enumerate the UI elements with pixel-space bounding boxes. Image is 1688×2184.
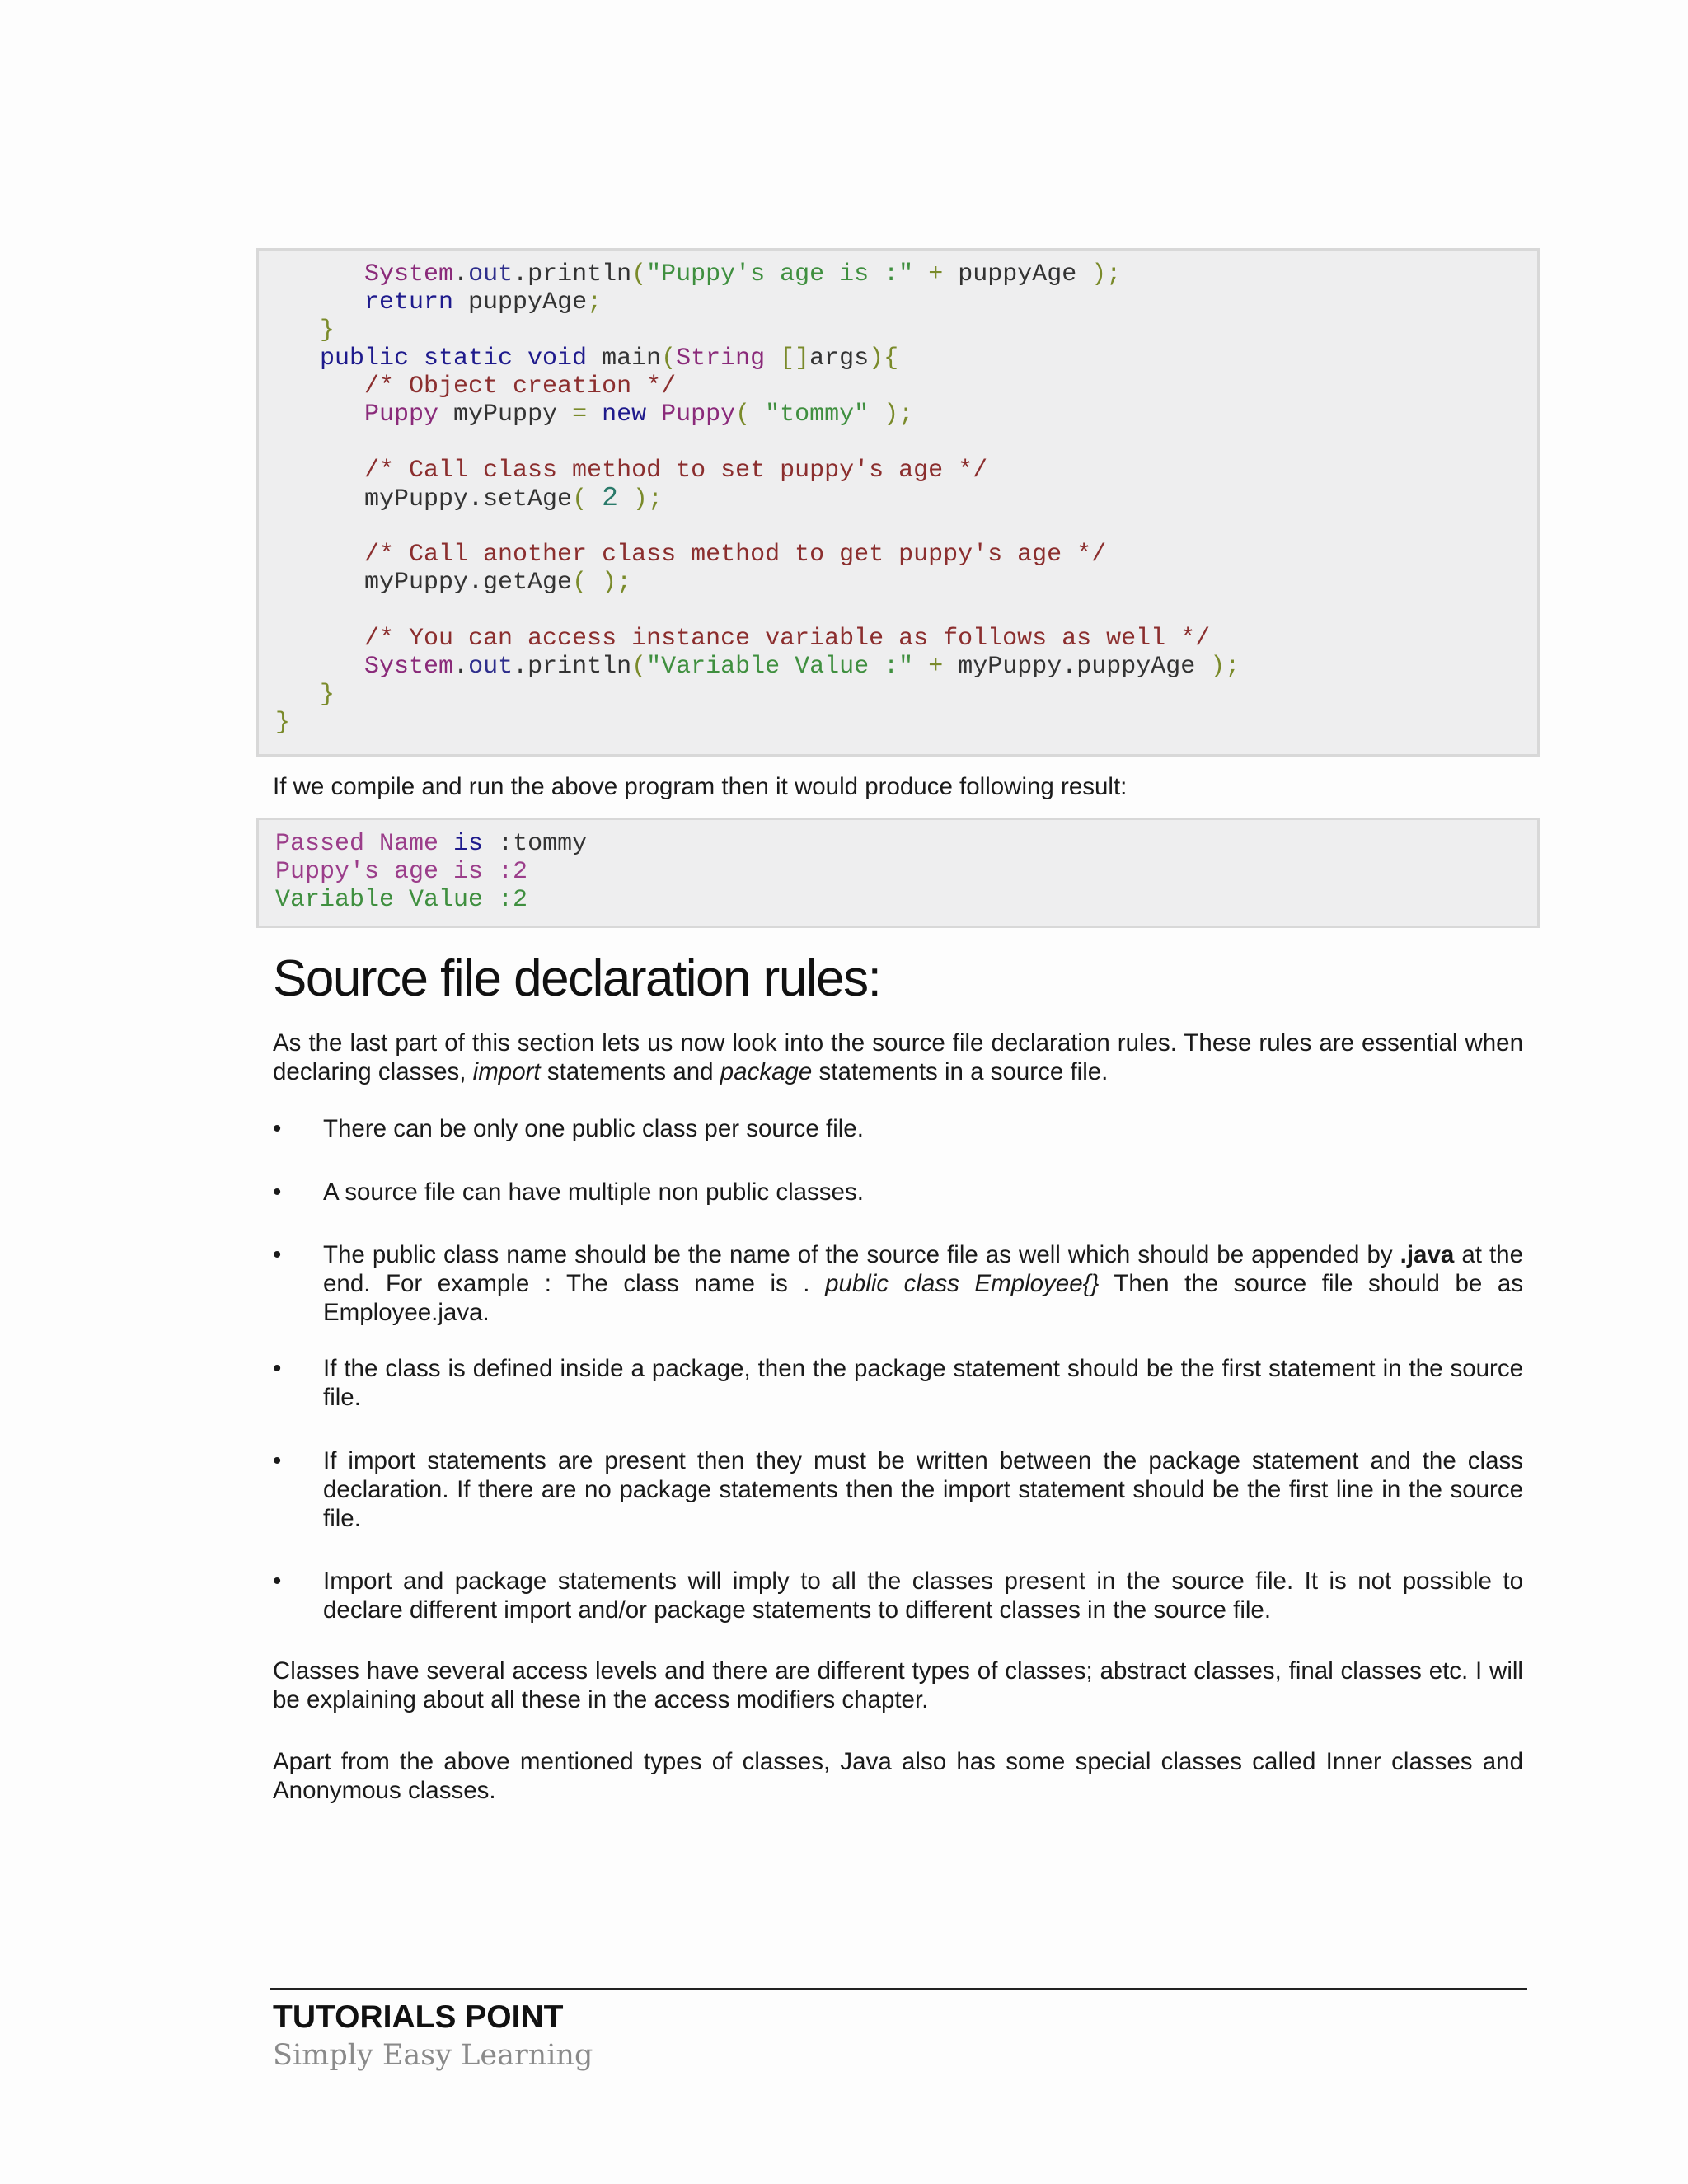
code-token: .println <box>513 260 632 288</box>
output-line <box>275 830 587 858</box>
code-line <box>275 653 1240 681</box>
code-token: myPuppy.getAge <box>275 569 573 597</box>
code-line <box>275 625 1210 653</box>
footer-brand: TUTORIALS POINT <box>273 1999 564 2035</box>
bullet-icon: • <box>273 1447 282 1474</box>
section-intro: As the last part of this section lets us now look into the source file declaration rules. These rules are essential when declaring classes, import statements and package statements in a source file. <box>273 1029 1523 1085</box>
code-token: } <box>275 316 335 344</box>
bullet-icon: • <box>273 1241 282 1268</box>
code-token: return <box>275 288 454 316</box>
code-token: "tommy" <box>765 401 870 429</box>
code-token: myPuppy <box>438 401 573 429</box>
code-line <box>275 373 676 401</box>
code-token: ); <box>617 485 663 513</box>
code-token: args <box>809 344 870 373</box>
list-item-text: If import statements are present then they must be written between the package statement and the class declaration. If there are no package statements then the import statement should be the first line in the source file. <box>323 1447 1523 1532</box>
code-token: is <box>453 830 484 858</box>
code-token: ( <box>735 401 766 429</box>
output-line <box>275 886 528 914</box>
code-token: ); <box>1091 260 1122 288</box>
code-token: Puppy's age is :2 <box>275 858 528 886</box>
code-token: . <box>453 653 469 681</box>
code-token: /* Call class method to set puppy's age */ <box>275 457 988 485</box>
bullet-icon: • <box>273 1355 282 1382</box>
code-token: ( <box>661 344 677 373</box>
bullet-icon: • <box>273 1115 282 1142</box>
code-line <box>275 260 1121 288</box>
code-token: } <box>275 709 291 737</box>
code-line <box>275 344 898 373</box>
code-token: System <box>275 260 454 288</box>
code-token: ( ); <box>572 569 632 597</box>
code-token: public static void <box>275 344 588 373</box>
code-token: Passed Name <box>275 830 454 858</box>
code-token: Variable Value :2 <box>275 886 528 914</box>
code-token: ; <box>587 288 603 316</box>
code-token: String <box>676 344 766 373</box>
code-token: out <box>468 653 513 681</box>
code-token: main <box>587 344 662 373</box>
section-heading: Source file declaration rules: <box>273 950 881 1007</box>
list-item-text: Import and package statements will imply to all the classes present in the source file. It is not possible to declare different import and/or package statements to different classes in the source file. <box>323 1568 1523 1624</box>
list-item-text: There can be only one public class per source file. <box>323 1115 864 1142</box>
code-token: ){ <box>869 344 899 373</box>
code-token: /* You can access instance variable as follows as well */ <box>275 625 1211 653</box>
code-token: :tommy <box>483 830 588 858</box>
code-line <box>275 288 602 316</box>
code-line <box>275 541 1106 569</box>
code-token: = <box>572 401 588 429</box>
list-item-text: The public class name should be the name of the source file as well which should be appended by .java at the end. For example : The class name is . public class Employee{} Then the source file should be as Employee.java. <box>323 1241 1523 1326</box>
code-token: .println <box>513 653 632 681</box>
output-line <box>275 858 528 886</box>
code-token: myPuppy.puppyAge <box>958 653 1211 681</box>
paragraph-inner-classes: Apart from the above mentioned types of classes, Java also has some special classes called Inner classes and Anonymous classes. <box>273 1748 1523 1804</box>
code-token: ( <box>631 653 647 681</box>
list-item-text: If the class is defined inside a package, then the package statement should be the first statement in the source file. <box>323 1355 1523 1411</box>
code-block <box>256 248 1540 757</box>
code-token: 2 <box>602 483 618 513</box>
code-token: + <box>913 653 959 681</box>
code-token: ); <box>1210 653 1240 681</box>
bullet-icon: • <box>273 1568 282 1595</box>
code-token: + <box>913 260 959 288</box>
code-line <box>275 401 913 429</box>
code-token: . <box>453 260 469 288</box>
code-token: puppyAge <box>958 260 1092 288</box>
output-block <box>256 818 1540 928</box>
code-token: System <box>275 653 454 681</box>
code-token: myPuppy.setAge <box>275 485 573 513</box>
code-token: Puppy <box>275 401 439 429</box>
footer-divider <box>270 1988 1527 1990</box>
code-token: new <box>587 401 647 429</box>
result-intro: If we compile and run the above program then it would produce following result: <box>273 773 1128 800</box>
code-token: /* Call another class method to get puppy's age */ <box>275 541 1107 569</box>
code-token: ( <box>631 260 647 288</box>
code-line <box>275 569 631 597</box>
code-line <box>275 316 335 344</box>
code-token: "Puppy's age is :" <box>646 260 914 288</box>
code-line <box>275 457 987 485</box>
code-line <box>275 709 290 737</box>
code-token: out <box>468 260 513 288</box>
code-line <box>275 485 663 513</box>
bullet-icon: • <box>273 1179 282 1206</box>
list-item-text: A source file can have multiple non public classes. <box>323 1179 864 1206</box>
code-token: [] <box>765 344 810 373</box>
code-token: Puppy <box>646 401 736 429</box>
code-token: } <box>275 681 335 709</box>
code-token: /* Object creation */ <box>275 373 677 401</box>
code-token: "Variable Value :" <box>646 653 914 681</box>
code-token: puppyAge <box>453 288 588 316</box>
paragraph-access-levels: Classes have several access levels and there are different types of classes; abstract classes, final classes etc. I will be explaining about all these in the access modifiers chapter. <box>273 1657 1523 1713</box>
footer-tagline: Simply Easy Learning <box>273 2039 593 2072</box>
code-line <box>275 681 335 709</box>
code-token: ( <box>572 485 603 513</box>
code-token: ); <box>869 401 914 429</box>
